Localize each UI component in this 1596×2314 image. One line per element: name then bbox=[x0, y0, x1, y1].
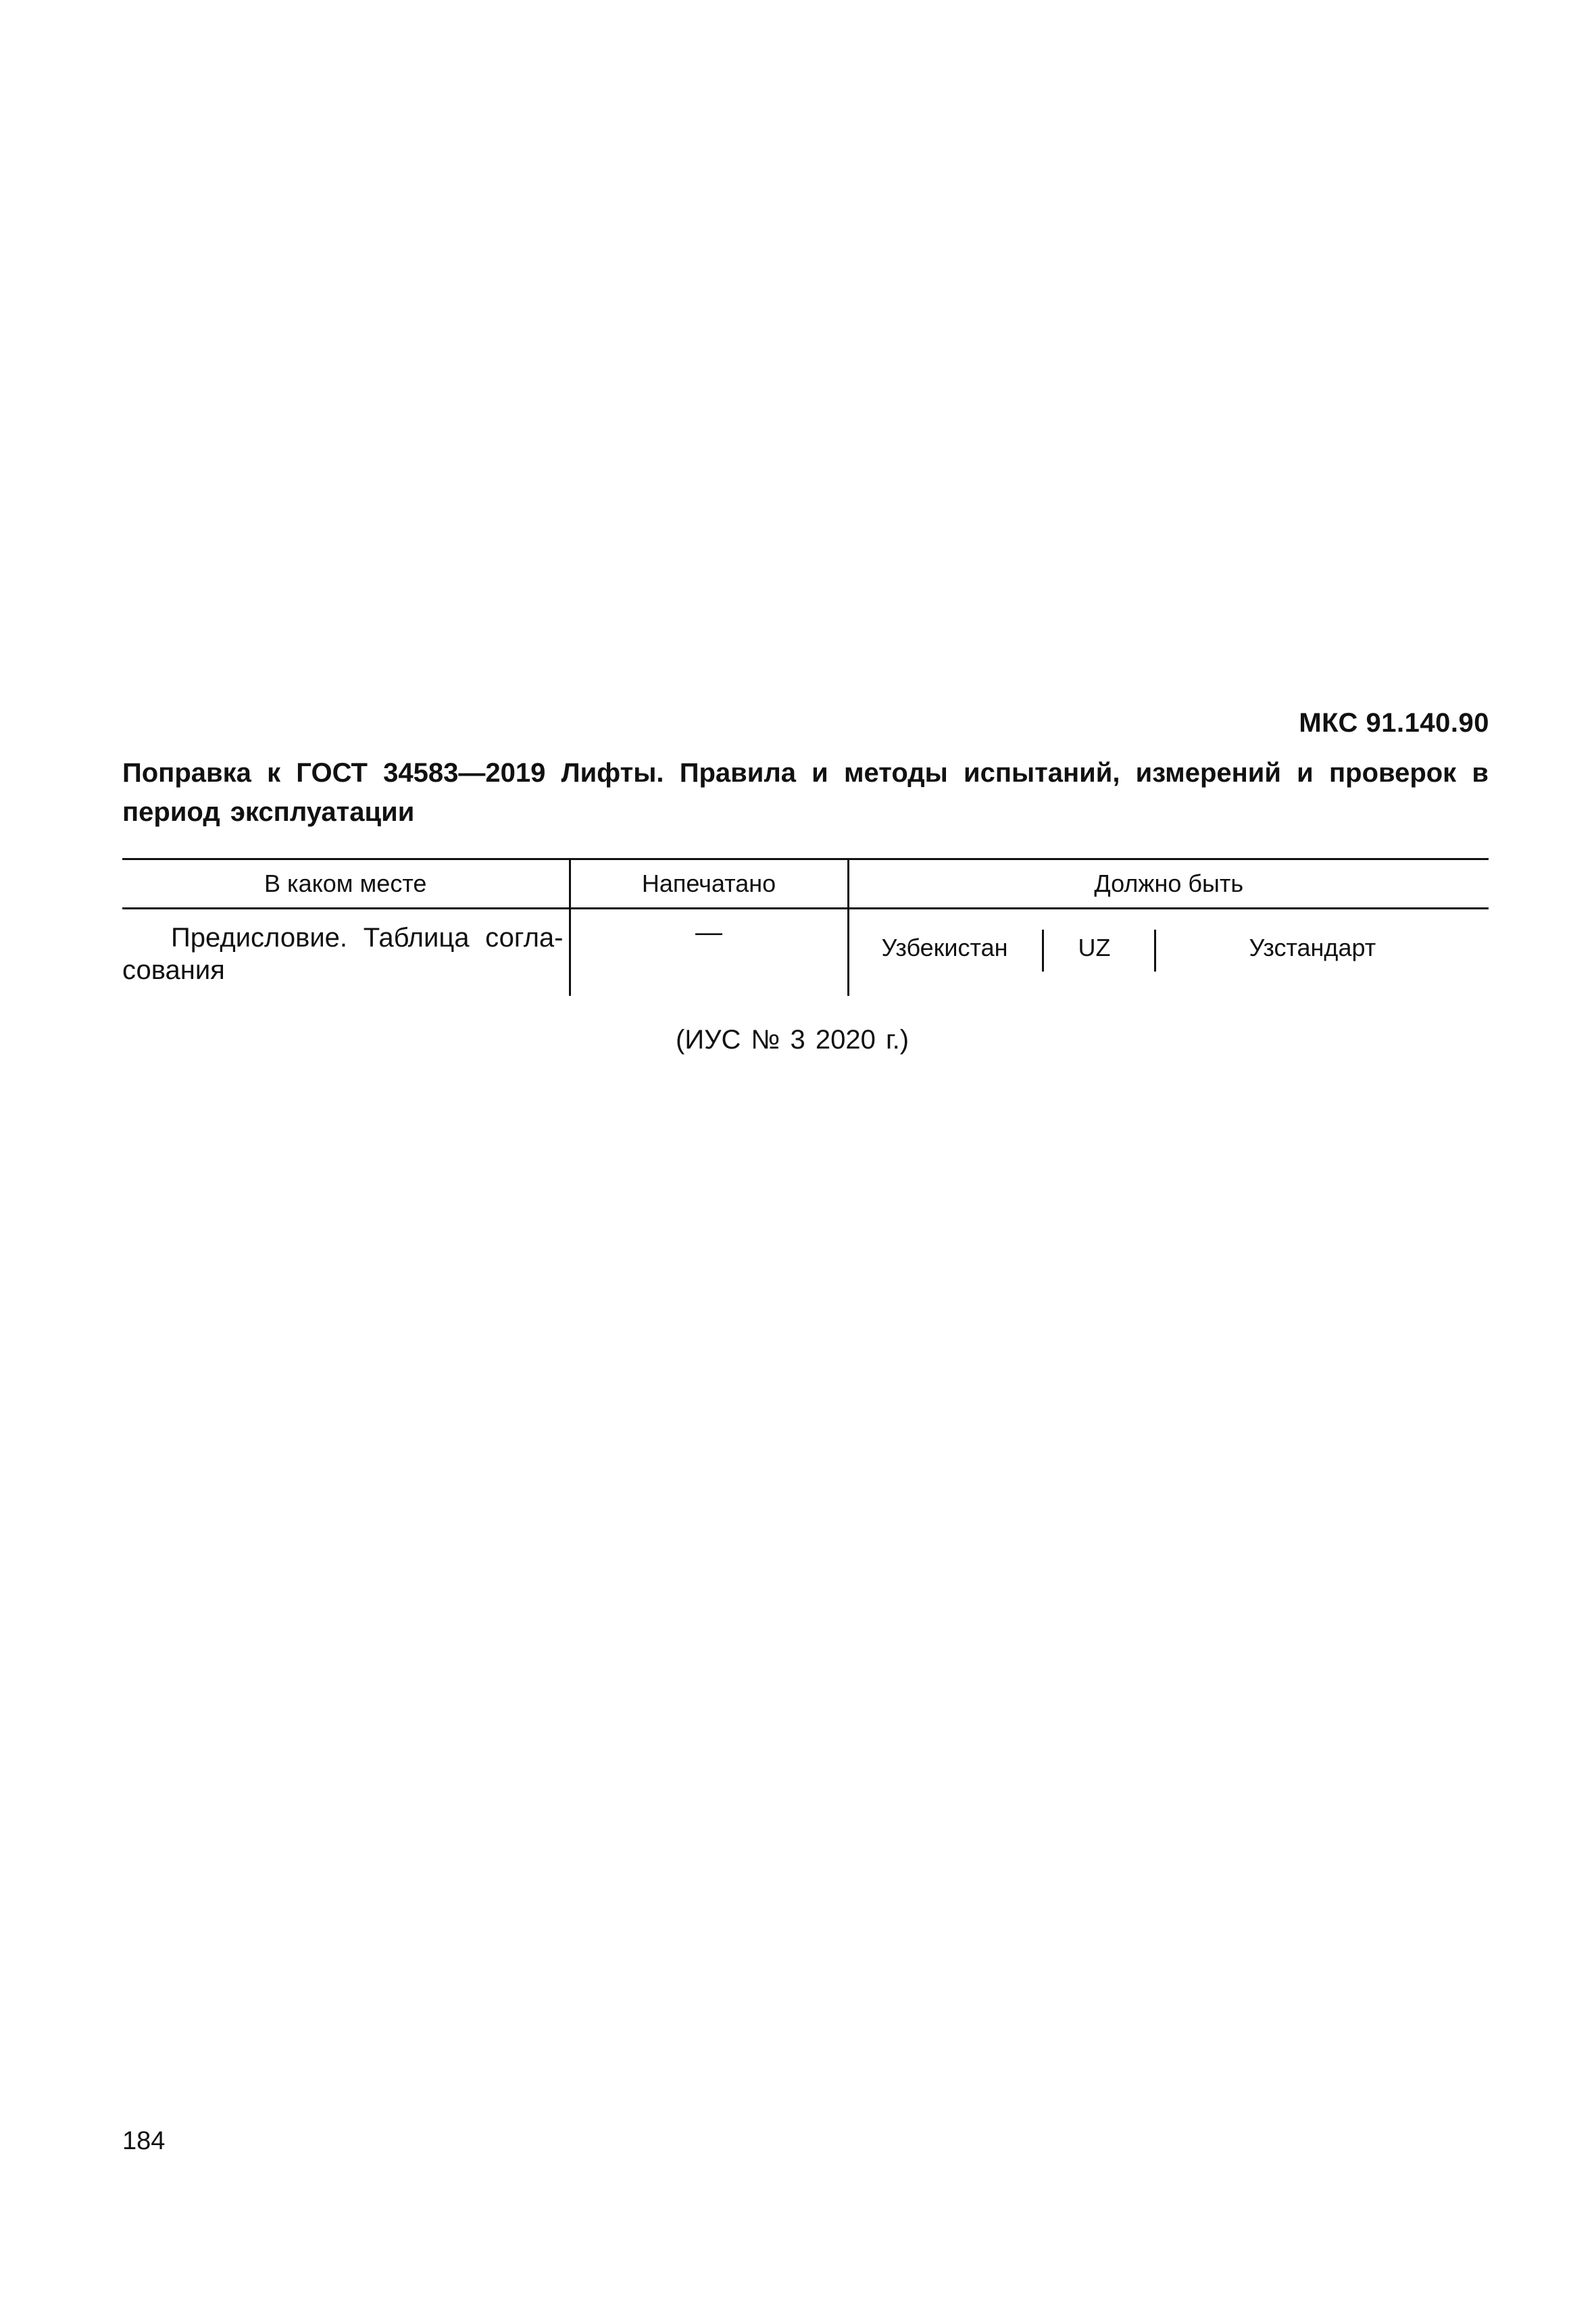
document-title: Поправка к ГОСТ 34583—2019 Лифты. Правила и методы испытаний, измерений и проверок в период эксплуатации bbox=[122, 758, 1489, 827]
cell-printed bbox=[570, 909, 848, 997]
should-be-country: Узбекистан bbox=[881, 934, 1008, 961]
cell-place bbox=[122, 909, 570, 997]
amendment-table bbox=[122, 858, 1489, 996]
should-be-separator bbox=[1154, 930, 1156, 972]
header-place: В каком месте bbox=[122, 859, 570, 909]
place-text: Предисловие. Таблица согла-сования bbox=[122, 923, 564, 985]
should-be-separator bbox=[1042, 930, 1044, 972]
cell-should-be bbox=[848, 909, 1489, 997]
header-should-be: Должно быть bbox=[848, 859, 1489, 909]
table-row bbox=[122, 909, 1489, 997]
table-header-row bbox=[122, 859, 1489, 909]
page-number: 184 bbox=[122, 2127, 166, 2155]
amendment-table-container bbox=[122, 858, 1489, 996]
should-be-body: Узстандарт bbox=[1249, 934, 1376, 961]
should-be-group bbox=[849, 909, 1489, 996]
source-reference: (ИУС № 3 2020 г.) bbox=[676, 1025, 909, 1055]
printed-text: — bbox=[695, 917, 722, 947]
should-be-code: UZ bbox=[1078, 934, 1111, 961]
classification-code: МКС 91.140.90 bbox=[1299, 708, 1489, 738]
header-printed: Напечатано bbox=[570, 859, 848, 909]
